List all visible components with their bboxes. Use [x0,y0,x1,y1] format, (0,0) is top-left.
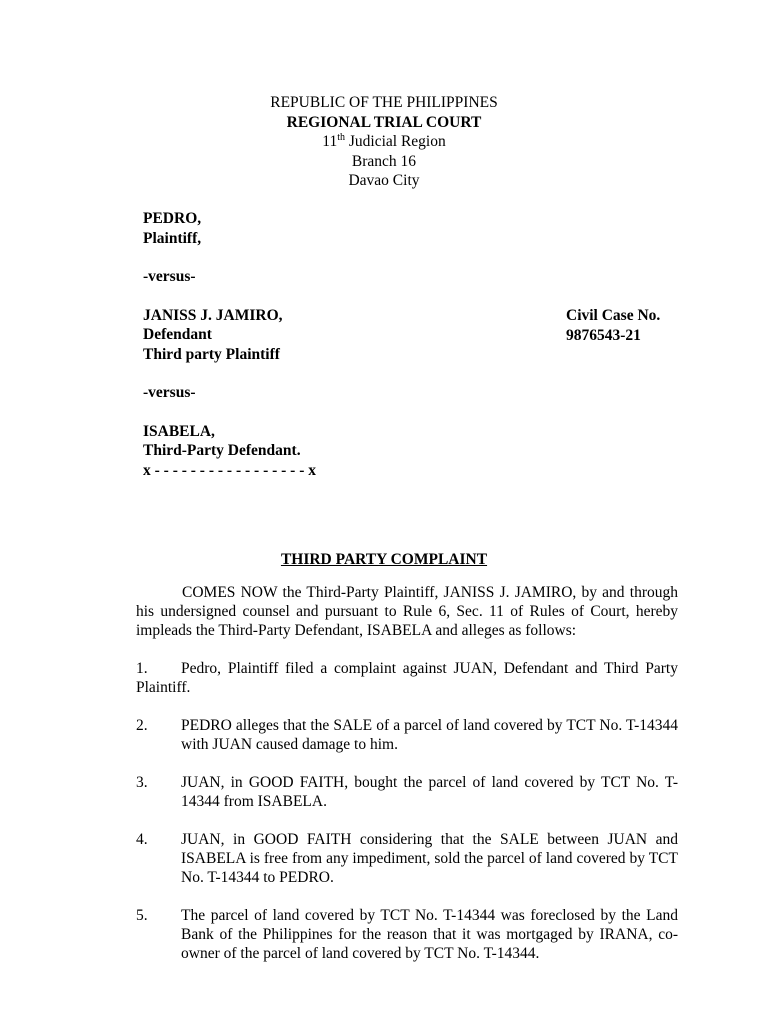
defendant-role: Defendant [143,326,212,343]
allegation-text: The parcel of land covered by TCT No. T-14344 was foreclosed by the Land Bank of the Philippines for the reason that it was mortgaged by IRANA, co- owner of the parcel of land covered by TCT No. T-14344. [181,907,678,962]
document-title: THIRD PARTY COMPLAINT [280,551,488,568]
third-party-name: ISABELA, [143,422,215,440]
plaintiff-name: PEDRO, [143,210,202,227]
allegation-1 [136,659,678,697]
versus-2: -versus- [143,384,196,401]
allegation-text: JUAN, in GOOD FAITH considering that the SALE between JUAN and ISABELA is free from any impediment, sold the parcel of land covered by TCT No. T-14344 to PEDRO. [181,831,678,886]
case-number: 9876543-21 [566,326,641,344]
versus-1: -versus- [143,268,196,285]
allegation-number: 3. [136,774,148,791]
allegation-5 [136,906,678,963]
allegation-4 [136,830,678,887]
defendant-name: JANISS J. JAMIRO, [143,306,283,324]
plaintiff-role: Plaintiff, [143,229,202,247]
document-body [136,583,678,982]
caption-separator: x - - - - - - - - - - - - - - - - - x [143,461,316,479]
allegation-number: 1. [136,660,148,677]
allegation-text: Pedro, Plaintiff filed a complaint against JUAN, Defendant and Third Party Plaintiff. [136,660,678,696]
allegation-3 [136,773,678,811]
branch-line: Branch 16 [351,152,417,170]
court-header [0,93,768,191]
republic-line: REPUBLIC OF THE PHILIPPINES [270,94,498,111]
third-party-role: Third-Party Defendant. [143,442,301,459]
case-label: Civil Case No. [566,307,661,324]
allegation-number: 4. [136,831,148,848]
judicial-region: 11th Judicial Region [322,131,446,150]
case-caption [143,209,316,480]
allegation-number: 2. [136,717,148,734]
allegation-number: 5. [136,907,148,924]
allegation-2 [136,716,678,754]
allegation-text: JUAN, in GOOD FAITH, bought the parcel of land covered by TCT No. T-14344 from ISABELA. [181,774,678,810]
allegation-text: PEDRO alleges that the SALE of a parcel of land covered by TCT No. T-14344 with JUAN caused damage to him. [181,717,678,753]
case-number-block [566,306,660,345]
defendant-role-2: Third party Plaintiff [143,345,280,363]
city-line: Davao City [348,172,420,189]
court-name: REGIONAL TRIAL COURT [286,113,482,131]
intro-paragraph: COMES NOW the Third-Party Plaintiff, JANISS J. JAMIRO, by and through his undersigned counsel and pursuant to Rule 6, Sec. 11 of Rules of Court, hereby impleads the Third-Party Defendant, ISABELA and alleges as follows: [136,584,678,639]
